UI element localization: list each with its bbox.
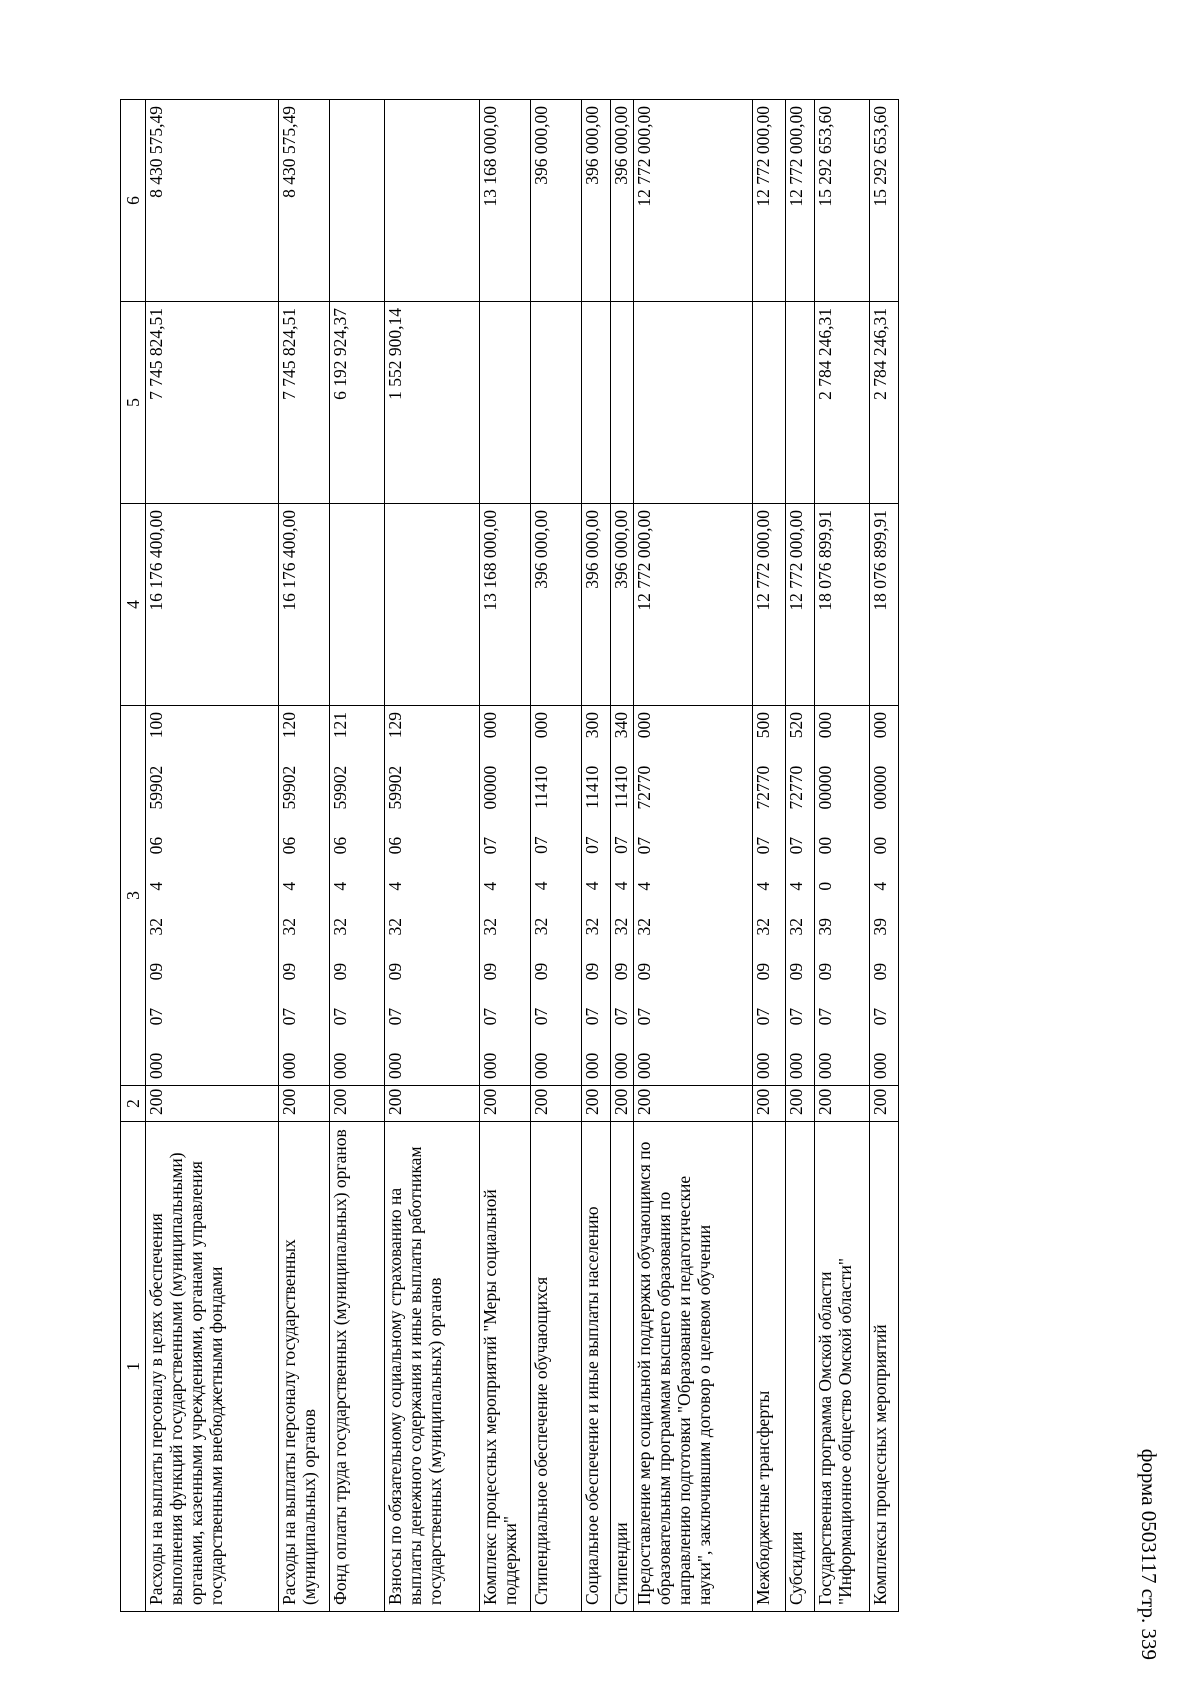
classification-code bbox=[146, 712, 166, 1079]
executed-amount-cell bbox=[753, 302, 786, 504]
unexecuted-amount-cell: 12 772 000,00 bbox=[786, 100, 815, 302]
code-segment: 000 bbox=[815, 1052, 835, 1079]
approved-amount-cell: 396 000,00 bbox=[531, 504, 582, 706]
row-classification-code-cell bbox=[815, 706, 870, 1086]
row-name-cell: Расходы на выплаты персоналу в целях обеспечения выполнения функций государственными (муниципальными) органами, казенными учреждениями, органами управления государственными внебюджетными фондами bbox=[146, 1122, 279, 1612]
table-row bbox=[531, 100, 582, 1612]
code-segment: 07 bbox=[531, 836, 551, 854]
code-segment: 000 bbox=[753, 1052, 773, 1079]
column-number: 1 bbox=[121, 1122, 146, 1612]
unexecuted-amount-cell: 8 430 575,49 bbox=[279, 100, 330, 302]
budget-document bbox=[120, 100, 1010, 1612]
code-segment: 4 bbox=[582, 881, 602, 891]
code-segment: 32 bbox=[611, 917, 631, 936]
row-line-code-cell: 200 bbox=[480, 1086, 531, 1122]
unexecuted-amount-cell: 12 772 000,00 bbox=[753, 100, 786, 302]
code-segment: 09 bbox=[815, 962, 835, 981]
executed-amount-cell bbox=[786, 302, 815, 504]
row-classification-code-cell bbox=[330, 706, 385, 1086]
row-classification-code-cell bbox=[582, 706, 611, 1086]
code-segment: 32 bbox=[279, 917, 299, 936]
approved-amount-cell bbox=[385, 504, 480, 706]
code-segment: 000 bbox=[786, 1052, 806, 1079]
row-name-cell: Предоставление мер социальной поддержки обучающимся по образовательным программам высшего образования по направлению подготовки "Образование и педагогические науки", заключившим договор о целевом обучении bbox=[634, 1122, 753, 1612]
row-name-cell: Межбюджетные трансферты bbox=[753, 1122, 786, 1612]
code-segment: 06 bbox=[279, 836, 299, 855]
code-segment: 09 bbox=[611, 962, 631, 981]
classification-code bbox=[480, 712, 500, 1079]
table-row bbox=[330, 100, 385, 1612]
classification-code bbox=[786, 712, 806, 1079]
row-name-cell: Комплексы процессных мероприятий bbox=[870, 1122, 899, 1612]
code-segment: 000 bbox=[611, 1052, 631, 1079]
row-name-cell: Расходы на выплаты персоналу государственных (муниципальных) органов bbox=[279, 1122, 330, 1612]
code-segment: 07 bbox=[870, 1007, 890, 1026]
code-segment: 32 bbox=[480, 917, 500, 936]
row-classification-code-cell bbox=[146, 706, 279, 1086]
executed-amount-cell bbox=[634, 302, 753, 504]
unexecuted-amount-cell bbox=[385, 100, 480, 302]
code-segment: 59902 bbox=[385, 765, 405, 810]
code-segment: 000 bbox=[815, 712, 835, 739]
row-classification-code-cell bbox=[786, 706, 815, 1086]
row-line-code-cell: 200 bbox=[279, 1086, 330, 1122]
unexecuted-amount-cell bbox=[330, 100, 385, 302]
code-segment: 07 bbox=[279, 1007, 299, 1026]
code-segment: 39 bbox=[870, 917, 890, 936]
code-segment: 4 bbox=[611, 881, 631, 891]
table-row bbox=[582, 100, 611, 1612]
approved-amount-cell: 18 076 899,91 bbox=[815, 504, 870, 706]
code-segment: 09 bbox=[870, 962, 890, 981]
code-segment: 000 bbox=[279, 1052, 299, 1079]
row-line-code-cell: 200 bbox=[815, 1086, 870, 1122]
executed-amount-cell: 7 745 824,51 bbox=[146, 302, 279, 504]
classification-code bbox=[531, 712, 551, 1079]
code-segment: 06 bbox=[330, 836, 350, 855]
unexecuted-amount-cell: 396 000,00 bbox=[531, 100, 582, 302]
code-segment: 32 bbox=[634, 917, 654, 936]
row-name-cell: Стипендиальное обеспечение обучающихся bbox=[531, 1122, 582, 1612]
row-line-code-cell: 200 bbox=[531, 1086, 582, 1122]
code-segment: 300 bbox=[582, 712, 602, 739]
row-name-cell: Взносы по обязательному социальному страхованию на выплаты денежного содержания и иные выплаты работникам государственных (муниципальных) органов bbox=[385, 1122, 480, 1612]
code-segment: 07 bbox=[815, 1007, 835, 1026]
unexecuted-amount-cell: 8 430 575,49 bbox=[146, 100, 279, 302]
row-classification-code-cell bbox=[385, 706, 480, 1086]
code-segment: 4 bbox=[385, 881, 405, 891]
row-classification-code-cell bbox=[480, 706, 531, 1086]
row-classification-code-cell bbox=[753, 706, 786, 1086]
code-segment: 32 bbox=[786, 917, 806, 936]
code-segment: 00 bbox=[815, 836, 835, 855]
row-line-code-cell: 200 bbox=[582, 1086, 611, 1122]
table-row bbox=[146, 100, 279, 1612]
code-segment: 32 bbox=[330, 917, 350, 936]
code-segment: 06 bbox=[146, 836, 166, 855]
code-segment: 07 bbox=[634, 836, 654, 855]
approved-amount-cell: 12 772 000,00 bbox=[753, 504, 786, 706]
approved-amount-cell: 13 168 000,00 bbox=[480, 504, 531, 706]
code-segment: 09 bbox=[582, 962, 602, 981]
code-segment: 39 bbox=[815, 917, 835, 936]
unexecuted-amount-cell: 12 772 000,00 bbox=[634, 100, 753, 302]
classification-code bbox=[385, 712, 405, 1079]
table-row bbox=[634, 100, 753, 1612]
table-row bbox=[279, 100, 330, 1612]
classification-code bbox=[611, 712, 631, 1079]
code-segment: 000 bbox=[870, 712, 890, 739]
code-segment: 07 bbox=[753, 836, 773, 855]
code-segment: 07 bbox=[634, 1007, 654, 1026]
code-segment: 4 bbox=[279, 881, 299, 891]
table-row bbox=[870, 100, 899, 1612]
executed-amount-cell bbox=[480, 302, 531, 504]
column-number: 2 bbox=[121, 1086, 146, 1122]
code-segment: 000 bbox=[385, 1052, 405, 1079]
code-segment: 07 bbox=[385, 1007, 405, 1026]
executed-amount-cell: 7 745 824,51 bbox=[279, 302, 330, 504]
code-segment: 09 bbox=[634, 962, 654, 981]
row-name-cell: Стипендии bbox=[611, 1122, 634, 1612]
approved-amount-cell: 396 000,00 bbox=[582, 504, 611, 706]
row-name-cell: Государственная программа Омской области "Информационное общество Омской области" bbox=[815, 1122, 870, 1612]
code-segment: 000 bbox=[582, 1052, 602, 1079]
code-segment: 07 bbox=[611, 836, 631, 854]
row-name-cell: Социальное обеспечение и иные выплаты населению bbox=[582, 1122, 611, 1612]
row-classification-code-cell bbox=[611, 706, 634, 1086]
code-segment: 129 bbox=[385, 712, 405, 739]
code-segment: 4 bbox=[531, 881, 551, 891]
code-segment: 121 bbox=[330, 712, 350, 739]
classification-code bbox=[815, 712, 835, 1079]
executed-amount-cell bbox=[582, 302, 611, 504]
classification-code bbox=[330, 712, 350, 1079]
row-line-code-cell: 200 bbox=[870, 1086, 899, 1122]
budget-execution-table bbox=[120, 99, 899, 1612]
unexecuted-amount-cell: 13 168 000,00 bbox=[480, 100, 531, 302]
executed-amount-cell: 2 784 246,31 bbox=[815, 302, 870, 504]
column-number: 4 bbox=[121, 504, 146, 706]
table-row bbox=[480, 100, 531, 1612]
row-classification-code-cell bbox=[531, 706, 582, 1086]
code-segment: 4 bbox=[330, 881, 350, 891]
classification-code bbox=[634, 712, 654, 1079]
code-segment: 000 bbox=[870, 1052, 890, 1079]
row-classification-code-cell bbox=[870, 706, 899, 1086]
table-body bbox=[146, 100, 899, 1612]
executed-amount-cell: 6 192 924,37 bbox=[330, 302, 385, 504]
unexecuted-amount-cell: 396 000,00 bbox=[611, 100, 634, 302]
code-segment: 07 bbox=[146, 1007, 166, 1026]
code-segment: 00 bbox=[870, 836, 890, 855]
code-segment: 4 bbox=[480, 881, 500, 891]
unexecuted-amount-cell: 15 292 653,60 bbox=[870, 100, 899, 302]
code-segment: 09 bbox=[753, 962, 773, 981]
code-segment: 72770 bbox=[786, 765, 806, 810]
code-segment: 09 bbox=[531, 962, 551, 981]
table-row bbox=[786, 100, 815, 1612]
code-segment: 120 bbox=[279, 712, 299, 739]
executed-amount-cell bbox=[611, 302, 634, 504]
code-segment: 32 bbox=[582, 917, 602, 936]
code-segment: 59902 bbox=[330, 765, 350, 810]
unexecuted-amount-cell: 396 000,00 bbox=[582, 100, 611, 302]
approved-amount-cell: 12 772 000,00 bbox=[634, 504, 753, 706]
code-segment: 72770 bbox=[753, 765, 773, 810]
code-segment: 07 bbox=[330, 1007, 350, 1026]
code-segment: 06 bbox=[385, 836, 405, 855]
code-segment: 07 bbox=[611, 1007, 631, 1026]
row-line-code-cell: 200 bbox=[753, 1086, 786, 1122]
unexecuted-amount-cell: 15 292 653,60 bbox=[815, 100, 870, 302]
code-segment: 07 bbox=[480, 836, 500, 855]
code-segment: 11410 bbox=[531, 765, 551, 809]
code-segment: 07 bbox=[786, 1007, 806, 1026]
code-segment: 000 bbox=[531, 1052, 551, 1079]
code-segment: 000 bbox=[480, 1052, 500, 1079]
code-segment: 0 bbox=[815, 881, 835, 891]
approved-amount-cell: 16 176 400,00 bbox=[146, 504, 279, 706]
code-segment: 4 bbox=[634, 881, 654, 891]
code-segment: 07 bbox=[531, 1007, 551, 1026]
approved-amount-cell: 16 176 400,00 bbox=[279, 504, 330, 706]
code-segment: 00000 bbox=[815, 765, 835, 810]
code-segment: 000 bbox=[330, 1052, 350, 1079]
code-segment: 07 bbox=[786, 836, 806, 855]
column-number: 6 bbox=[121, 100, 146, 302]
form-number-label: форма 0503117 стр. 339 bbox=[1137, 1448, 1161, 1660]
classification-code bbox=[582, 712, 602, 1079]
code-segment: 09 bbox=[385, 962, 405, 981]
row-line-code-cell: 200 bbox=[146, 1086, 279, 1122]
code-segment: 340 bbox=[611, 712, 631, 739]
code-segment: 4 bbox=[870, 881, 890, 891]
column-number-row bbox=[121, 100, 146, 1612]
code-segment: 000 bbox=[634, 712, 654, 739]
row-line-code-cell: 200 bbox=[385, 1086, 480, 1122]
code-segment: 000 bbox=[146, 1052, 166, 1079]
column-number: 3 bbox=[121, 706, 146, 1086]
code-segment: 32 bbox=[531, 917, 551, 936]
approved-amount-cell: 18 076 899,91 bbox=[870, 504, 899, 706]
code-segment: 09 bbox=[480, 962, 500, 981]
executed-amount-cell: 2 784 246,31 bbox=[870, 302, 899, 504]
code-segment: 00000 bbox=[480, 765, 500, 810]
code-segment: 4 bbox=[786, 881, 806, 891]
code-segment: 4 bbox=[753, 881, 773, 891]
classification-code bbox=[870, 712, 890, 1079]
approved-amount-cell: 396 000,00 bbox=[611, 504, 634, 706]
row-classification-code-cell bbox=[634, 706, 753, 1086]
code-segment: 32 bbox=[385, 917, 405, 936]
table-row bbox=[385, 100, 480, 1612]
approved-amount-cell: 12 772 000,00 bbox=[786, 504, 815, 706]
column-number: 5 bbox=[121, 302, 146, 504]
code-segment: 100 bbox=[146, 712, 166, 739]
code-segment: 59902 bbox=[146, 765, 166, 810]
table-row bbox=[753, 100, 786, 1612]
code-segment: 32 bbox=[146, 917, 166, 936]
code-segment: 07 bbox=[582, 1007, 602, 1026]
row-classification-code-cell bbox=[279, 706, 330, 1086]
code-segment: 32 bbox=[753, 917, 773, 936]
approved-amount-cell bbox=[330, 504, 385, 706]
code-segment: 4 bbox=[146, 881, 166, 891]
code-segment: 500 bbox=[753, 712, 773, 739]
executed-amount-cell bbox=[531, 302, 582, 504]
code-segment: 00000 bbox=[870, 765, 890, 810]
code-segment: 09 bbox=[330, 962, 350, 981]
code-segment: 11410 bbox=[611, 765, 631, 809]
code-segment: 11410 bbox=[582, 765, 602, 809]
row-line-code-cell: 200 bbox=[634, 1086, 753, 1122]
row-name-cell: Комплекс процессных мероприятий "Меры социальной поддержки" bbox=[480, 1122, 531, 1612]
code-segment: 520 bbox=[786, 712, 806, 739]
code-segment: 07 bbox=[480, 1007, 500, 1026]
row-line-code-cell: 200 bbox=[611, 1086, 634, 1122]
row-name-cell: Субсидии bbox=[786, 1122, 815, 1612]
classification-code bbox=[753, 712, 773, 1079]
code-segment: 000 bbox=[634, 1052, 654, 1079]
code-segment: 09 bbox=[786, 962, 806, 981]
code-segment: 07 bbox=[753, 1007, 773, 1026]
classification-code bbox=[279, 712, 299, 1079]
code-segment: 09 bbox=[146, 962, 166, 981]
code-segment: 09 bbox=[279, 962, 299, 981]
row-name-cell: Фонд оплаты труда государственных (муниципальных) органов bbox=[330, 1122, 385, 1612]
executed-amount-cell: 1 552 900,14 bbox=[385, 302, 480, 504]
row-line-code-cell: 200 bbox=[786, 1086, 815, 1122]
code-segment: 000 bbox=[531, 712, 551, 739]
code-segment: 07 bbox=[582, 836, 602, 854]
code-segment: 72770 bbox=[634, 765, 654, 810]
table-row bbox=[611, 100, 634, 1612]
table-row bbox=[815, 100, 870, 1612]
code-segment: 59902 bbox=[279, 765, 299, 810]
row-line-code-cell: 200 bbox=[330, 1086, 385, 1122]
code-segment: 000 bbox=[480, 712, 500, 739]
